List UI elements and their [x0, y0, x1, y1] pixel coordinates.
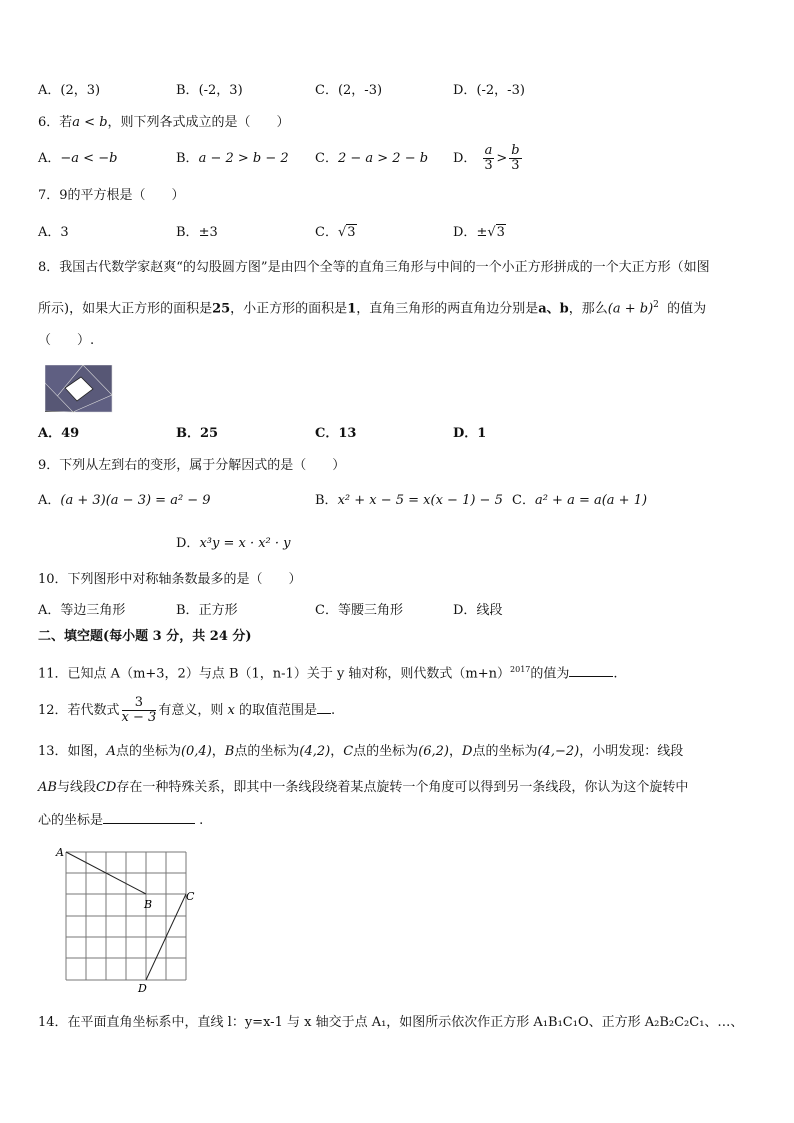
answer-blank[interactable] — [317, 713, 331, 714]
q13-line2: AB与线段CD存在一种特殊关系，即其中一条线段绕着某点旋转一个角度可以得到另一条线段，你认为这个旋转中 — [38, 780, 689, 795]
answer-blank[interactable] — [103, 823, 195, 824]
q10-option-c: C．等腰三角形 — [315, 603, 403, 618]
fraction: $\frac{3}{x - 3}$ — [121, 695, 157, 725]
q6-option-a: A．−a < −b — [38, 151, 118, 166]
q12-text: 12．若代数式 $\frac{3}{x - 3}$ 有意义，则 x 的取值范围是 . — [38, 695, 336, 725]
fraction: $\frac{b}{3}$ — [511, 143, 520, 173]
q11-text: 11．已知点 A（m+3，2）与点 B（1，n-1）关于 y 轴对称，则代数式$(m+n)^{2017}$的值为 . — [38, 665, 618, 682]
q5-option-d: D．(-2，-3) — [453, 83, 525, 98]
q8-line2: 所示)，如果大正方形的面积是25，小正方形的面积是1，直角三角形的两直角边分别是a、b，那么$(a + b)^2$ 的值为 — [38, 300, 707, 317]
grid-figure — [52, 842, 204, 994]
q7-option-d: D．±√3 — [453, 225, 505, 240]
q14-text: 14．在平面直角坐标系中，直线 l：y=x-1 与 x 轴交于点 A₁，如图所示依次作正方形 A₁B₁C₁O、正方形 A₂B₂C₂C₁、…、 — [38, 1015, 744, 1030]
q10-option-a: A．等边三角形 — [38, 603, 126, 618]
q8-line1: 8．我国古代数学家赵爽“的勾股圆方图”是由四个全等的直角三角形与中间的一个小正方形拼成的一个大正方形（如图 — [38, 260, 710, 275]
q7-option-b: B．±3 — [176, 225, 218, 240]
label-b: B — [144, 898, 153, 911]
q5-option-a: A．(2，3) — [38, 83, 101, 98]
sqrt-icon: √ — [487, 225, 496, 240]
section-heading: 二、填空题(每小题 3 分，共 24 分) — [38, 629, 252, 644]
q8-option-a: A．49 — [38, 426, 80, 441]
q9-option-c: C．a² + a = a(a + 1) — [512, 493, 648, 508]
q6-option-c: C．2 − a > 2 − b — [315, 151, 429, 166]
q7-option-c: C．√3 — [315, 225, 356, 240]
q10-option-d: D．线段 — [453, 603, 503, 618]
q8-option-b: B．25 — [176, 426, 219, 441]
q10-option-b: B．正方形 — [176, 603, 238, 618]
label-a: A — [56, 846, 64, 859]
q9-option-a: A．(a + 3)(a − 3) = a² − 9 — [38, 493, 211, 508]
fraction: $\frac{a}{3}$ — [484, 143, 493, 173]
q5-option-c: C．(2，-3) — [315, 83, 383, 98]
q9-option-b: B．x² + x − 5 = x(x − 1) − 5 — [315, 493, 503, 508]
q6-stem: 6．若a < b，则下列各式成立的是（ ） — [38, 115, 290, 130]
q6-option-d: D． $\frac{a}{3}$ > $\frac{b}{3}$ — [453, 143, 520, 173]
answer-blank[interactable] — [569, 676, 613, 677]
q13-line3: 心的坐标是 . — [38, 813, 204, 828]
q8-line3: （ ）. — [38, 333, 95, 348]
sqrt-icon: √ — [337, 225, 347, 240]
q8-option-c: C．13 — [315, 426, 357, 441]
zhao-shuang-figure — [45, 365, 113, 413]
q5-option-b: B．(-2，3) — [176, 83, 243, 98]
q7-stem: 7．9的平方根是（ ） — [38, 188, 185, 203]
q8-option-d: D．1 — [453, 426, 487, 441]
q7-option-a: A．3 — [38, 225, 69, 240]
label-c: C — [186, 890, 195, 903]
label-d: D — [138, 982, 147, 994]
q9-stem: 9．下列从左到右的变形，属于分解因式的是（ ） — [38, 458, 346, 473]
q10-stem: 10．下列图形中对称轴条数最多的是（ ） — [38, 572, 302, 587]
q6-option-b: B．a − 2 > b − 2 — [176, 151, 289, 166]
q9-option-d: D．x³y = x · x² · y — [176, 536, 291, 551]
q13-line1: 13．如图，A点的坐标为(0,4)，B点的坐标为(4,2)，C点的坐标为(6,2)，D点的坐标为(4,−2)，小明发现：线段 — [38, 744, 684, 759]
